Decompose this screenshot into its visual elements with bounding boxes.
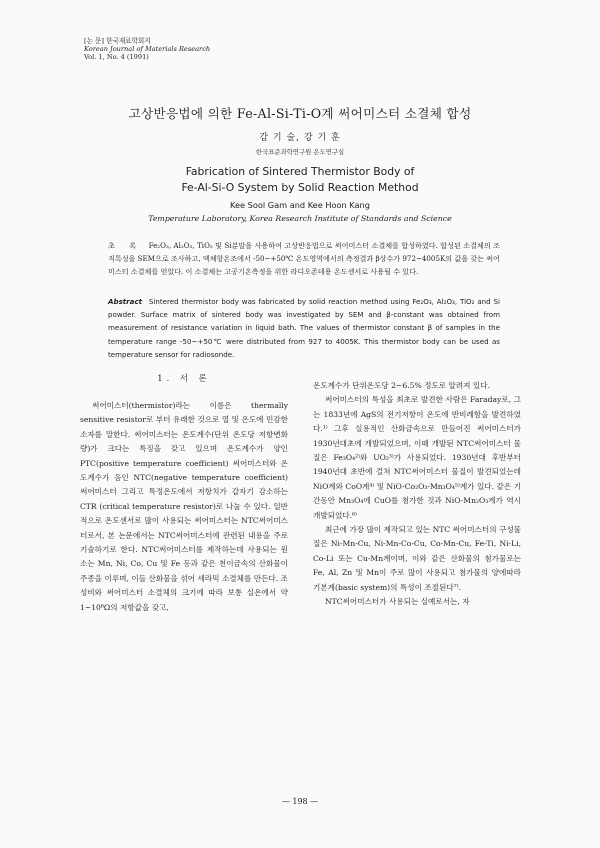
abstract-english-text: Sintered thermistor body was fabricated by solid reaction method using Fe₂O₃, Al₂O₃, TiO₂ and Si powder. Surface matrix of sintered body was investigated by SEM and β-constant was obtained from measurement of resistance variation in liquid bath. The values of thermistor constant β of samples in the temperature range -50~+50℃ were distributed from 927 to 4005K. This thermistor body can be used as temperature sensor for radiosonde. <box>108 297 500 359</box>
journal-line-name: Korean Journal of Materials Research <box>84 45 211 54</box>
title-english-line1: Fabrication of Sintered Thermistor Body of <box>185 165 415 178</box>
paper-title-english <box>0 164 600 196</box>
right-column <box>313 379 521 610</box>
body-paragraph: 온도계수가 단위온도당 2~6.5% 정도로 알려져 있다. <box>313 381 491 390</box>
journal-header <box>84 37 210 62</box>
journal-line-category: [논 문] 한국재료학회지 <box>84 37 151 45</box>
body-paragraph: NTC써어미스터가 사용되는 실예로서는, 자 <box>325 597 470 607</box>
page-number: — 198 — <box>281 797 319 806</box>
abstract-english <box>108 295 500 361</box>
section-heading-introduction: 1. 서 론 <box>157 373 211 383</box>
left-column <box>80 399 288 615</box>
abstract-korean-text: Fe₂O₃, Al₂O₃, TiO₂ 및 Si분말을 사용하여 고상반응법으로 써어미스터 소결체를 합성하였다. 합성된 소결체의 조직특성을 SEM으로 조사하고, 액체항온조에서 -50~+50℃ 온도영역에서의 측정결과 β상수가 972~4005K의 값을 갖는 써어미스터 소결체를 얻었다. 이 소결체는 고공기온측정을 위한 라디오존데용 온도센서로 사용될 수 있다. <box>108 241 500 276</box>
journal-line-volume: Vol. 1, No. 4 (1991) <box>84 53 149 62</box>
paper-title-korean: 고상반응법에 의한 Fe-Al-Si-Ti-O계 써어미스터 소결체 합성 <box>128 106 472 121</box>
body-paragraph: 써어미스터의 특성을 최초로 발견한 사람은 Faraday로, 그는 1833년에 AgS의 전기저항이 온도에 반비례함을 발견하였다.¹⁾ 그후 실용적인 산화금속으로 만들어진 써어미스터가 1930년대초에 개발되었으며, 이때 개발된 NTC써어미스터 물질은 Fe₃O₄²⁾와 UO₂³⁾가 사용되었다. 1930년대 후반부터 1940년대 초반에 걸쳐 NTC써어미스터 물질이 발견되었는데 NiO계와 CoO계⁴⁾ 및 NiO-Co₂O₃-Mn₃O₄⁵⁾계가 있다. 같은 기간동안 Mn₃O₄에 CuO를 첨가한 것과 NiO-Mn₂O₃계가 역시 개발되었다.⁶⁾ <box>313 395 521 520</box>
abstract-korean <box>108 240 500 279</box>
authors-korean: 감 기 술, 강 기 훈 <box>259 133 341 143</box>
affiliation-korean: 한국표준과학연구원 온도연구실 <box>255 148 345 156</box>
abstract-english-label: Abstract <box>108 297 143 306</box>
body-paragraph: 써어미스터(thermistor)라는 이름은 thermally sensitive resistor로 부터 유래한 것으로 열 및 온도에 민감한 소자를 말한다. 써어미스터는 온도계수(단위 온도당 저항변화량)가 크다는 특징을 갖고 있으며 온도계수가 양인 PTC(positive temperature coefficient) 써어미스터와 온도계수가 음인 NTC(negative temperature coefficient) 써어미스터 그리고 특정온도에서 저항치가 갑자기 감소하는 CTR (critical temperature resistor)로 나눌 수 있다. 일반적으로 온도센서로 많이 사용되는 써어미스터는 NTC써어미스터로서, 본 논문에서는 NTC써어미스터에 관련된 내용을 주로 기술하기로 한다. NTC써어미스터를 제작하는데 사용되는 원소는 Mn, Ni, Co, Cu 및 Fe 등과 같은 천이금속의 산화물이 주종을 이루며, 이들 산화물을 섞어 세라믹 소결체를 만든다. 조성비와 써어미스터 소결체의 크기에 따라 보통 실온에서 약 1~10⁶Ω의 저항값을 갖고, <box>80 401 288 612</box>
title-english-line2: Fe-Al-Si-O System by Solid Reaction Method <box>181 181 419 194</box>
authors-english: Kee Sool Gam and Kee Hoon Kang <box>230 200 370 210</box>
body-paragraph: 최근에 가장 많이 제작되고 있는 NTC 써어미스터의 구성물질은 Ni-Mn-Cu, Ni-Mn-Co-Cu, Co-Mn-Cu, Fe-Ti, Ni-Li, Co-Li 또는 Cu-Mn계이며, 이와 같은 산화물의 첨가물로는 Fe, Al, Zn 및 Mn이 주로 많이 사용되고 첨가물의 양에따라 기본계(basic system)의 특성이 조절된다⁷⁾. <box>313 525 521 592</box>
abstract-korean-label: 초 록 <box>108 241 143 250</box>
affiliation-english: Temperature Laboratory, Korea Research Institute of Standards and Science <box>148 214 452 223</box>
